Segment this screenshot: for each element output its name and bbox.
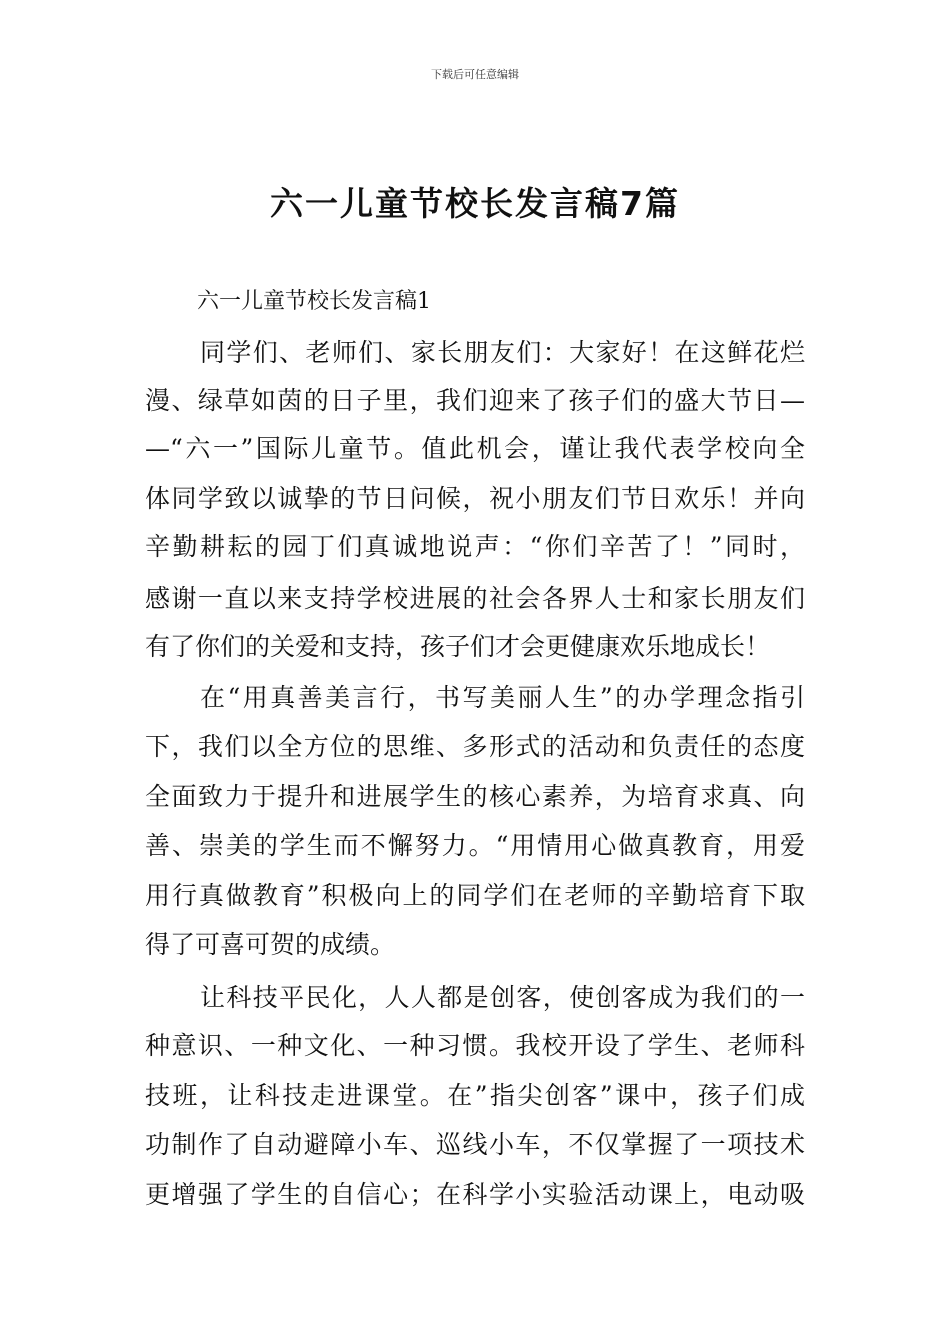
section-title: 六一儿童节校长发言稿1 [197, 289, 431, 314]
paragraph-line: 下，我们以全方位的思维、多形式的活动和负责任的态度 [145, 732, 805, 761]
paragraph-line: 同学们、老师们、家长朋友们：大家好！在这鲜花烂 [200, 338, 805, 367]
document-title: 六一儿童节校长发言稿7篇 [270, 184, 680, 223]
paragraph-line: 体同学致以诚挚的节日问候，祝小朋友们节日欢乐！并向 [145, 484, 805, 513]
header-note: 下载后可任意编辑 [431, 68, 519, 81]
paragraph-line: 更增强了学生的自信心；在科学小实验活动课上，电动吸 [145, 1180, 805, 1209]
paragraph-line: 技班，让科技走进课堂。在”指尖创客”课中，孩子们成 [145, 1081, 805, 1110]
paragraph-line: 有了你们的关爱和支持，孩子们才会更健康欢乐地成长！ [145, 632, 771, 661]
paragraph-line: 漫、绿草如茵的日子里，我们迎来了孩子们的盛大节日— [145, 386, 805, 415]
paragraph-line: —“六一”国际儿童节。值此机会，谨让我代表学校向全 [145, 434, 805, 463]
paragraph-line: 辛勤耕耘的园丁们真诚地说声：“你们辛苦了！”同时， [145, 532, 805, 561]
paragraph-line: 功制作了自动避障小车、巡线小车，不仅掌握了一项技术 [145, 1130, 805, 1159]
paragraph-line: 让科技平民化，人人都是创客，使创客成为我们的一 [200, 983, 805, 1012]
paragraph-line: 种意识、一种文化、一种习惯。我校开设了学生、老师科 [145, 1031, 805, 1060]
paragraph-line: 得了可喜可贺的成绩。 [145, 930, 396, 959]
paragraph-line: 感谢一直以来支持学校进展的社会各界人士和家长朋友们 [145, 584, 805, 613]
paragraph-line: 在“用真善美言行，书写美丽人生”的办学理念指引 [200, 683, 805, 712]
paragraph-line: 用行真做教育”积极向上的同学们在老师的辛勤培育下取 [145, 881, 805, 910]
paragraph-line: 善、崇美的学生而不懈努力。“用情用心做真教育，用爱 [145, 831, 805, 860]
paragraph-line: 全面致力于提升和进展学生的核心素养，为培育求真、向 [145, 782, 805, 811]
